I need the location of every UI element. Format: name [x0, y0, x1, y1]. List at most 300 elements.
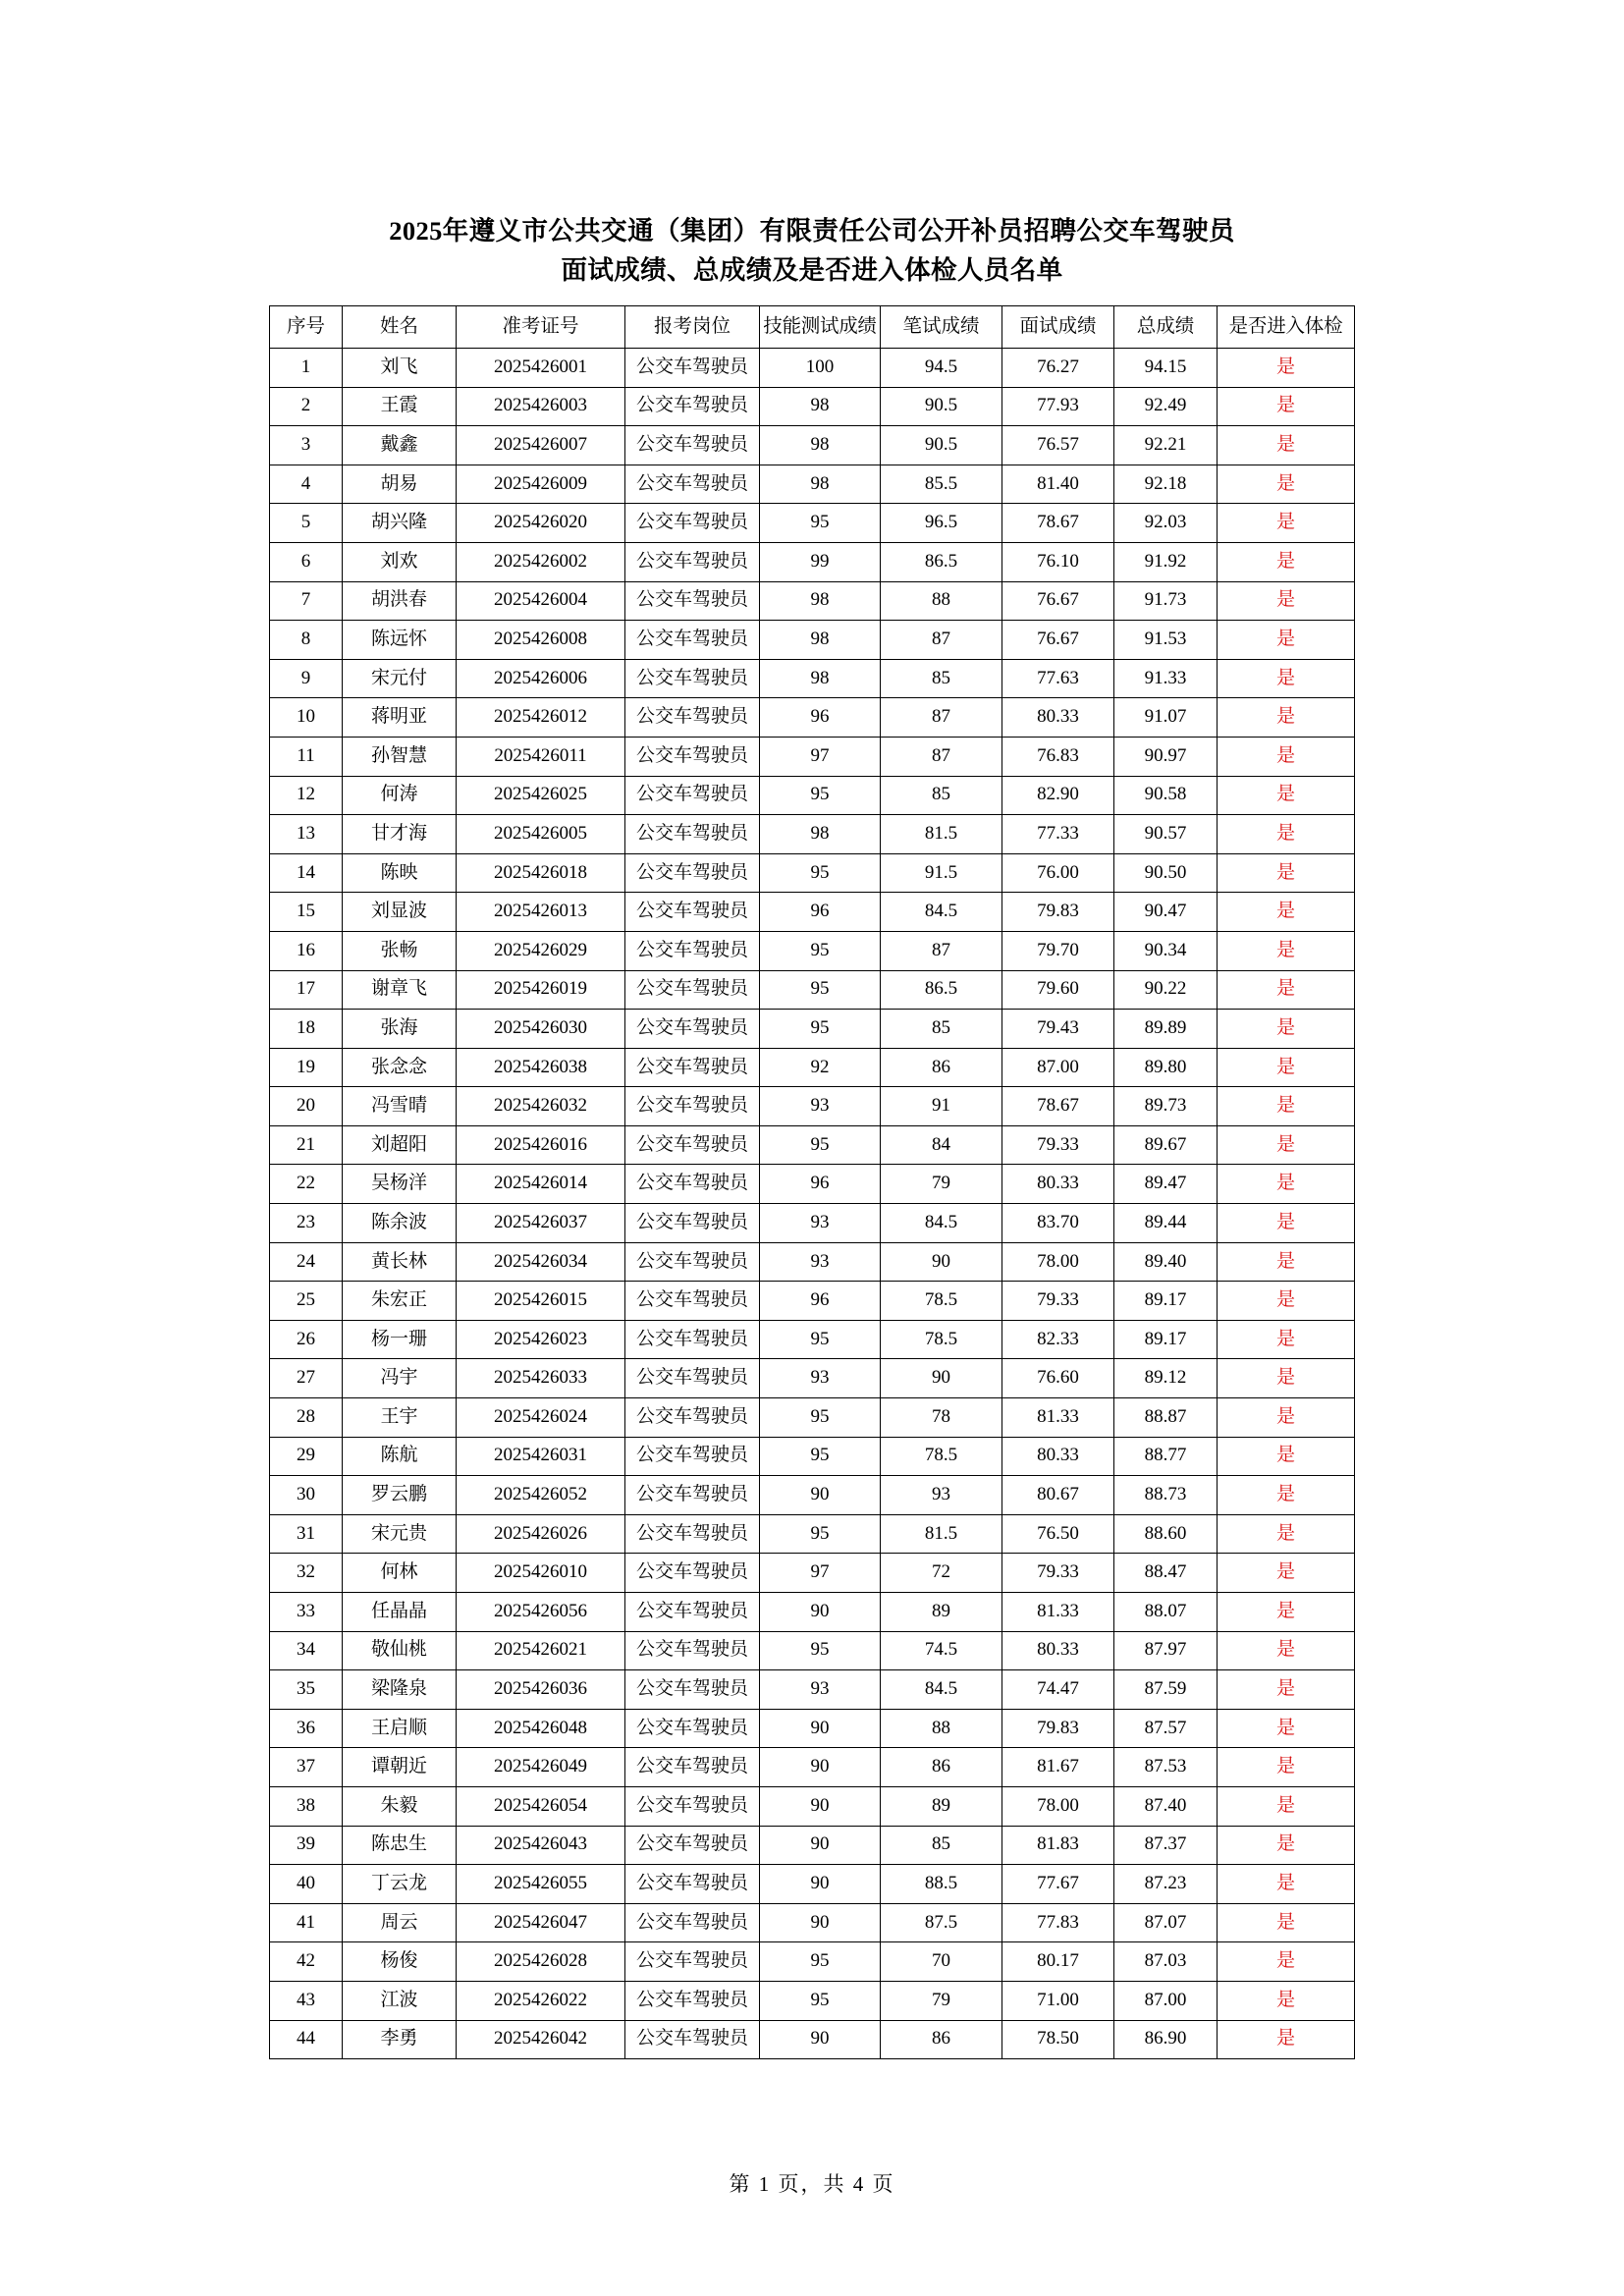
cell-skill-score: 90 — [760, 1903, 881, 1942]
cell-skill-score: 90 — [760, 1709, 881, 1748]
cell-name: 谭朝近 — [343, 1748, 457, 1787]
cell-index: 24 — [270, 1242, 343, 1282]
cell-post: 公交车驾驶员 — [625, 1125, 760, 1165]
cell-post: 公交车驾驶员 — [625, 1282, 760, 1321]
cell-total-score: 92.21 — [1114, 426, 1218, 465]
cell-written-score: 78.5 — [881, 1437, 1002, 1476]
table-row — [270, 1670, 1355, 1710]
cell-medical-check: 是 — [1218, 931, 1355, 970]
cell-ticket: 2025426038 — [457, 1048, 625, 1087]
table-row — [270, 1709, 1355, 1748]
cell-medical-check: 是 — [1218, 893, 1355, 932]
table-row — [270, 2020, 1355, 2059]
title-line-2: 面试成绩、总成绩及是否进入体检人员名单 — [561, 255, 1063, 285]
cell-post: 公交车驾驶员 — [625, 426, 760, 465]
page-footer: 第 1 页，共 4 页 — [729, 2172, 895, 2196]
table-row — [270, 698, 1355, 738]
table-row — [270, 970, 1355, 1010]
cell-medical-check: 是 — [1218, 737, 1355, 776]
cell-skill-score: 95 — [760, 1437, 881, 1476]
cell-written-score: 89 — [881, 1593, 1002, 1632]
cell-skill-score: 98 — [760, 621, 881, 660]
cell-skill-score: 100 — [760, 349, 881, 388]
cell-post: 公交车驾驶员 — [625, 1593, 760, 1632]
cell-post: 公交车驾驶员 — [625, 1242, 760, 1282]
cell-total-score: 92.49 — [1114, 387, 1218, 426]
cell-written-score: 85 — [881, 659, 1002, 698]
cell-total-score: 88.77 — [1114, 1437, 1218, 1476]
cell-name: 王霞 — [343, 387, 457, 426]
cell-ticket: 2025426025 — [457, 776, 625, 815]
cell-name: 戴鑫 — [343, 426, 457, 465]
cell-written-score: 86 — [881, 1748, 1002, 1787]
cell-index: 35 — [270, 1670, 343, 1710]
title-line-1: 2025年遵义市公共交通（集团）有限责任公司公开补员招聘公交车驾驶员 — [389, 216, 1235, 246]
cell-post: 公交车驾驶员 — [625, 1398, 760, 1438]
cell-skill-score: 98 — [760, 465, 881, 504]
cell-total-score: 87.00 — [1114, 1981, 1218, 2020]
cell-index: 10 — [270, 698, 343, 738]
cell-skill-score: 95 — [760, 776, 881, 815]
table-row — [270, 1593, 1355, 1632]
cell-post: 公交车驾驶员 — [625, 893, 760, 932]
cell-interview-score: 81.40 — [1002, 465, 1114, 504]
cell-total-score: 87.97 — [1114, 1631, 1218, 1670]
cell-interview-score: 82.33 — [1002, 1320, 1114, 1359]
cell-interview-score: 77.93 — [1002, 387, 1114, 426]
cell-index: 12 — [270, 776, 343, 815]
cell-written-score: 74.5 — [881, 1631, 1002, 1670]
cell-total-score: 87.57 — [1114, 1709, 1218, 1748]
cell-index: 28 — [270, 1398, 343, 1438]
cell-ticket: 2025426023 — [457, 1320, 625, 1359]
table-row — [270, 1903, 1355, 1942]
cell-index: 34 — [270, 1631, 343, 1670]
cell-name: 陈远怀 — [343, 621, 457, 660]
cell-written-score: 96.5 — [881, 504, 1002, 543]
table-row — [270, 1398, 1355, 1438]
cell-index: 8 — [270, 621, 343, 660]
cell-index: 38 — [270, 1786, 343, 1826]
cell-post: 公交车驾驶员 — [625, 1087, 760, 1126]
cell-post: 公交车驾驶员 — [625, 1204, 760, 1243]
cell-written-score: 88.5 — [881, 1865, 1002, 1904]
cell-ticket: 2025426011 — [457, 737, 625, 776]
cell-interview-score: 80.33 — [1002, 1631, 1114, 1670]
cell-interview-score: 76.57 — [1002, 426, 1114, 465]
table-row — [270, 349, 1355, 388]
cell-medical-check: 是 — [1218, 1242, 1355, 1282]
cell-skill-score: 95 — [760, 1398, 881, 1438]
cell-total-score: 86.90 — [1114, 2020, 1218, 2059]
cell-ticket: 2025426021 — [457, 1631, 625, 1670]
cell-interview-score: 81.33 — [1002, 1398, 1114, 1438]
cell-interview-score: 78.67 — [1002, 1087, 1114, 1126]
cell-skill-score: 99 — [760, 542, 881, 581]
cell-interview-score: 80.33 — [1002, 1165, 1114, 1204]
cell-ticket: 2025426010 — [457, 1554, 625, 1593]
cell-index: 6 — [270, 542, 343, 581]
cell-skill-score: 90 — [760, 1826, 881, 1865]
cell-medical-check: 是 — [1218, 349, 1355, 388]
cell-name: 王启顺 — [343, 1709, 457, 1748]
cell-total-score: 89.17 — [1114, 1282, 1218, 1321]
cell-interview-score: 87.00 — [1002, 1048, 1114, 1087]
cell-written-score: 85 — [881, 776, 1002, 815]
table-row — [270, 1048, 1355, 1087]
cell-interview-score: 79.83 — [1002, 1709, 1114, 1748]
cell-medical-check: 是 — [1218, 1903, 1355, 1942]
cell-interview-score: 80.67 — [1002, 1476, 1114, 1515]
cell-medical-check: 是 — [1218, 1631, 1355, 1670]
cell-total-score: 89.67 — [1114, 1125, 1218, 1165]
cell-ticket: 2025426014 — [457, 1165, 625, 1204]
cell-index: 13 — [270, 815, 343, 854]
cell-skill-score: 95 — [760, 1631, 881, 1670]
cell-written-score: 87 — [881, 698, 1002, 738]
cell-index: 19 — [270, 1048, 343, 1087]
cell-medical-check: 是 — [1218, 542, 1355, 581]
cell-written-score: 91.5 — [881, 853, 1002, 893]
cell-written-score: 81.5 — [881, 815, 1002, 854]
cell-skill-score: 95 — [760, 1125, 881, 1165]
cell-name: 孙智慧 — [343, 737, 457, 776]
results-table-wrapper — [0, 305, 1624, 2059]
cell-index: 25 — [270, 1282, 343, 1321]
cell-interview-score: 77.83 — [1002, 1903, 1114, 1942]
cell-written-score: 87 — [881, 621, 1002, 660]
cell-written-score: 88 — [881, 1709, 1002, 1748]
cell-ticket: 2025426028 — [457, 1942, 625, 1982]
cell-written-score: 84.5 — [881, 893, 1002, 932]
cell-ticket: 2025426024 — [457, 1398, 625, 1438]
table-row — [270, 1204, 1355, 1243]
cell-skill-score: 96 — [760, 1282, 881, 1321]
cell-total-score: 89.44 — [1114, 1204, 1218, 1243]
cell-name: 陈映 — [343, 853, 457, 893]
cell-ticket: 2025426037 — [457, 1204, 625, 1243]
cell-skill-score: 93 — [760, 1242, 881, 1282]
cell-written-score: 85 — [881, 1010, 1002, 1049]
table-row — [270, 542, 1355, 581]
cell-ticket: 2025426002 — [457, 542, 625, 581]
table-row — [270, 1437, 1355, 1476]
cell-medical-check: 是 — [1218, 1048, 1355, 1087]
cell-interview-score: 76.10 — [1002, 542, 1114, 581]
cell-interview-score: 78.00 — [1002, 1786, 1114, 1826]
cell-skill-score: 97 — [760, 1554, 881, 1593]
table-row — [270, 1554, 1355, 1593]
cell-ticket: 2025426008 — [457, 621, 625, 660]
cell-index: 42 — [270, 1942, 343, 1982]
cell-medical-check: 是 — [1218, 698, 1355, 738]
cell-skill-score: 95 — [760, 1320, 881, 1359]
cell-total-score: 90.58 — [1114, 776, 1218, 815]
cell-interview-score: 80.17 — [1002, 1942, 1114, 1982]
cell-post: 公交车驾驶员 — [625, 1048, 760, 1087]
cell-medical-check: 是 — [1218, 1670, 1355, 1710]
table-row — [270, 1125, 1355, 1165]
cell-written-score: 87 — [881, 737, 1002, 776]
cell-total-score: 88.87 — [1114, 1398, 1218, 1438]
cell-name: 任晶晶 — [343, 1593, 457, 1632]
cell-name: 何林 — [343, 1554, 457, 1593]
cell-total-score: 89.89 — [1114, 1010, 1218, 1049]
cell-total-score: 94.15 — [1114, 349, 1218, 388]
cell-written-score: 90 — [881, 1242, 1002, 1282]
cell-post: 公交车驾驶员 — [625, 659, 760, 698]
cell-written-score: 78.5 — [881, 1282, 1002, 1321]
cell-medical-check: 是 — [1218, 659, 1355, 698]
cell-medical-check: 是 — [1218, 2020, 1355, 2059]
cell-total-score: 88.07 — [1114, 1593, 1218, 1632]
cell-index: 18 — [270, 1010, 343, 1049]
cell-written-score: 93 — [881, 1476, 1002, 1515]
cell-index: 7 — [270, 581, 343, 621]
table-row — [270, 1942, 1355, 1982]
cell-written-score: 87 — [881, 931, 1002, 970]
cell-medical-check: 是 — [1218, 426, 1355, 465]
cell-post: 公交车驾驶员 — [625, 1437, 760, 1476]
cell-total-score: 90.50 — [1114, 853, 1218, 893]
cell-post: 公交车驾驶员 — [625, 1826, 760, 1865]
cell-medical-check: 是 — [1218, 1125, 1355, 1165]
cell-index: 20 — [270, 1087, 343, 1126]
cell-skill-score: 98 — [760, 815, 881, 854]
cell-index: 26 — [270, 1320, 343, 1359]
table-row — [270, 1282, 1355, 1321]
cell-interview-score: 77.63 — [1002, 659, 1114, 698]
cell-post: 公交车驾驶员 — [625, 1865, 760, 1904]
cell-index: 33 — [270, 1593, 343, 1632]
cell-medical-check: 是 — [1218, 853, 1355, 893]
cell-ticket: 2025426004 — [457, 581, 625, 621]
cell-medical-check: 是 — [1218, 1826, 1355, 1865]
table-row — [270, 776, 1355, 815]
cell-medical-check: 是 — [1218, 1010, 1355, 1049]
cell-ticket: 2025426056 — [457, 1593, 625, 1632]
cell-post: 公交车驾驶员 — [625, 387, 760, 426]
cell-total-score: 89.47 — [1114, 1165, 1218, 1204]
cell-medical-check: 是 — [1218, 1865, 1355, 1904]
cell-name: 吴杨洋 — [343, 1165, 457, 1204]
cell-skill-score: 93 — [760, 1359, 881, 1398]
cell-index: 1 — [270, 349, 343, 388]
cell-name: 杨俊 — [343, 1942, 457, 1982]
cell-skill-score: 90 — [760, 1748, 881, 1787]
cell-ticket: 2025426013 — [457, 893, 625, 932]
cell-index: 14 — [270, 853, 343, 893]
cell-name: 敬仙桃 — [343, 1631, 457, 1670]
cell-name: 陈余波 — [343, 1204, 457, 1243]
cell-ticket: 2025426048 — [457, 1709, 625, 1748]
table-row — [270, 853, 1355, 893]
cell-ticket: 2025426030 — [457, 1010, 625, 1049]
cell-post: 公交车驾驶员 — [625, 776, 760, 815]
cell-interview-score: 80.33 — [1002, 1437, 1114, 1476]
cell-interview-score: 76.27 — [1002, 349, 1114, 388]
cell-post: 公交车驾驶员 — [625, 542, 760, 581]
cell-name: 梁隆泉 — [343, 1670, 457, 1710]
cell-index: 15 — [270, 893, 343, 932]
table-row — [270, 1631, 1355, 1670]
cell-skill-score: 93 — [760, 1670, 881, 1710]
cell-written-score: 87.5 — [881, 1903, 1002, 1942]
cell-name: 冯宇 — [343, 1359, 457, 1398]
cell-skill-score: 95 — [760, 931, 881, 970]
cell-skill-score: 96 — [760, 893, 881, 932]
cell-name: 丁云龙 — [343, 1865, 457, 1904]
cell-total-score: 90.22 — [1114, 970, 1218, 1010]
cell-skill-score: 96 — [760, 698, 881, 738]
cell-written-score: 90.5 — [881, 387, 1002, 426]
cell-post: 公交车驾驶员 — [625, 1359, 760, 1398]
cell-total-score: 91.07 — [1114, 698, 1218, 738]
table-row — [270, 659, 1355, 698]
cell-total-score: 89.40 — [1114, 1242, 1218, 1282]
header-interview-score: 面试成绩 — [1002, 306, 1114, 349]
cell-name: 周云 — [343, 1903, 457, 1942]
table-row — [270, 737, 1355, 776]
table-row — [270, 387, 1355, 426]
cell-written-score: 78 — [881, 1398, 1002, 1438]
header-written-score: 笔试成绩 — [881, 306, 1002, 349]
cell-name: 刘超阳 — [343, 1125, 457, 1165]
cell-name: 胡易 — [343, 465, 457, 504]
cell-total-score: 91.73 — [1114, 581, 1218, 621]
cell-skill-score: 98 — [760, 659, 881, 698]
cell-index: 21 — [270, 1125, 343, 1165]
cell-post: 公交车驾驶员 — [625, 1476, 760, 1515]
cell-index: 4 — [270, 465, 343, 504]
cell-post: 公交车驾驶员 — [625, 621, 760, 660]
cell-medical-check: 是 — [1218, 1437, 1355, 1476]
cell-medical-check: 是 — [1218, 1593, 1355, 1632]
cell-post: 公交车驾驶员 — [625, 1514, 760, 1554]
cell-name: 王宇 — [343, 1398, 457, 1438]
cell-interview-score: 76.67 — [1002, 581, 1114, 621]
cell-interview-score: 76.50 — [1002, 1514, 1114, 1554]
cell-name: 朱毅 — [343, 1786, 457, 1826]
header-name: 姓名 — [343, 306, 457, 349]
cell-written-score: 88 — [881, 581, 1002, 621]
cell-index: 44 — [270, 2020, 343, 2059]
cell-post: 公交车驾驶员 — [625, 1748, 760, 1787]
cell-ticket: 2025426018 — [457, 853, 625, 893]
cell-interview-score: 81.83 — [1002, 1826, 1114, 1865]
cell-name: 朱宏正 — [343, 1282, 457, 1321]
cell-post: 公交车驾驶员 — [625, 349, 760, 388]
cell-total-score: 87.23 — [1114, 1865, 1218, 1904]
cell-total-score: 91.33 — [1114, 659, 1218, 698]
cell-skill-score: 90 — [760, 1865, 881, 1904]
cell-index: 41 — [270, 1903, 343, 1942]
cell-index: 17 — [270, 970, 343, 1010]
cell-interview-score: 78.50 — [1002, 2020, 1114, 2059]
header-post: 报考岗位 — [625, 306, 760, 349]
cell-ticket: 2025426020 — [457, 504, 625, 543]
table-row — [270, 504, 1355, 543]
cell-ticket: 2025426006 — [457, 659, 625, 698]
cell-interview-score: 79.33 — [1002, 1554, 1114, 1593]
cell-index: 3 — [270, 426, 343, 465]
cell-index: 37 — [270, 1748, 343, 1787]
header-total-score: 总成绩 — [1114, 306, 1218, 349]
header-medical-check: 是否进入体检 — [1218, 306, 1355, 349]
cell-written-score: 89 — [881, 1786, 1002, 1826]
cell-total-score: 90.97 — [1114, 737, 1218, 776]
cell-post: 公交车驾驶员 — [625, 1320, 760, 1359]
cell-ticket: 2025426001 — [457, 349, 625, 388]
table-header — [270, 306, 1355, 349]
cell-written-score: 85.5 — [881, 465, 1002, 504]
table-row — [270, 1010, 1355, 1049]
cell-name: 江波 — [343, 1981, 457, 2020]
cell-interview-score: 79.33 — [1002, 1125, 1114, 1165]
cell-post: 公交车驾驶员 — [625, 1903, 760, 1942]
cell-name: 刘显波 — [343, 893, 457, 932]
cell-written-score: 91 — [881, 1087, 1002, 1126]
cell-name: 甘才海 — [343, 815, 457, 854]
cell-medical-check: 是 — [1218, 1554, 1355, 1593]
cell-name: 罗云鹏 — [343, 1476, 457, 1515]
cell-interview-score: 79.70 — [1002, 931, 1114, 970]
cell-medical-check: 是 — [1218, 465, 1355, 504]
cell-total-score: 90.34 — [1114, 931, 1218, 970]
cell-medical-check: 是 — [1218, 621, 1355, 660]
cell-written-score: 85 — [881, 1826, 1002, 1865]
cell-index: 32 — [270, 1554, 343, 1593]
cell-total-score: 92.18 — [1114, 465, 1218, 504]
cell-ticket: 2025426016 — [457, 1125, 625, 1165]
cell-ticket: 2025426052 — [457, 1476, 625, 1515]
table-row — [270, 465, 1355, 504]
cell-total-score: 87.59 — [1114, 1670, 1218, 1710]
cell-name: 胡洪春 — [343, 581, 457, 621]
cell-medical-check: 是 — [1218, 1204, 1355, 1243]
table-row — [270, 1865, 1355, 1904]
cell-skill-score: 92 — [760, 1048, 881, 1087]
cell-interview-score: 82.90 — [1002, 776, 1114, 815]
cell-post: 公交车驾驶员 — [625, 1981, 760, 2020]
cell-skill-score: 95 — [760, 853, 881, 893]
header-index: 序号 — [270, 306, 343, 349]
cell-name: 张念念 — [343, 1048, 457, 1087]
cell-name: 冯雪晴 — [343, 1087, 457, 1126]
cell-post: 公交车驾驶员 — [625, 815, 760, 854]
cell-skill-score: 98 — [760, 581, 881, 621]
cell-name: 刘欢 — [343, 542, 457, 581]
cell-ticket: 2025426034 — [457, 1242, 625, 1282]
cell-name: 陈忠生 — [343, 1826, 457, 1865]
cell-skill-score: 90 — [760, 1786, 881, 1826]
cell-interview-score: 79.83 — [1002, 893, 1114, 932]
header-ticket: 准考证号 — [457, 306, 625, 349]
cell-medical-check: 是 — [1218, 1359, 1355, 1398]
table-row — [270, 1786, 1355, 1826]
cell-index: 23 — [270, 1204, 343, 1243]
cell-name: 宋元贵 — [343, 1514, 457, 1554]
cell-medical-check: 是 — [1218, 776, 1355, 815]
cell-name: 黄长林 — [343, 1242, 457, 1282]
table-row — [270, 815, 1355, 854]
cell-post: 公交车驾驶员 — [625, 504, 760, 543]
cell-medical-check: 是 — [1218, 1514, 1355, 1554]
cell-post: 公交车驾驶员 — [625, 1942, 760, 1982]
cell-ticket: 2025426042 — [457, 2020, 625, 2059]
cell-total-score: 87.03 — [1114, 1942, 1218, 1982]
cell-name: 刘飞 — [343, 349, 457, 388]
